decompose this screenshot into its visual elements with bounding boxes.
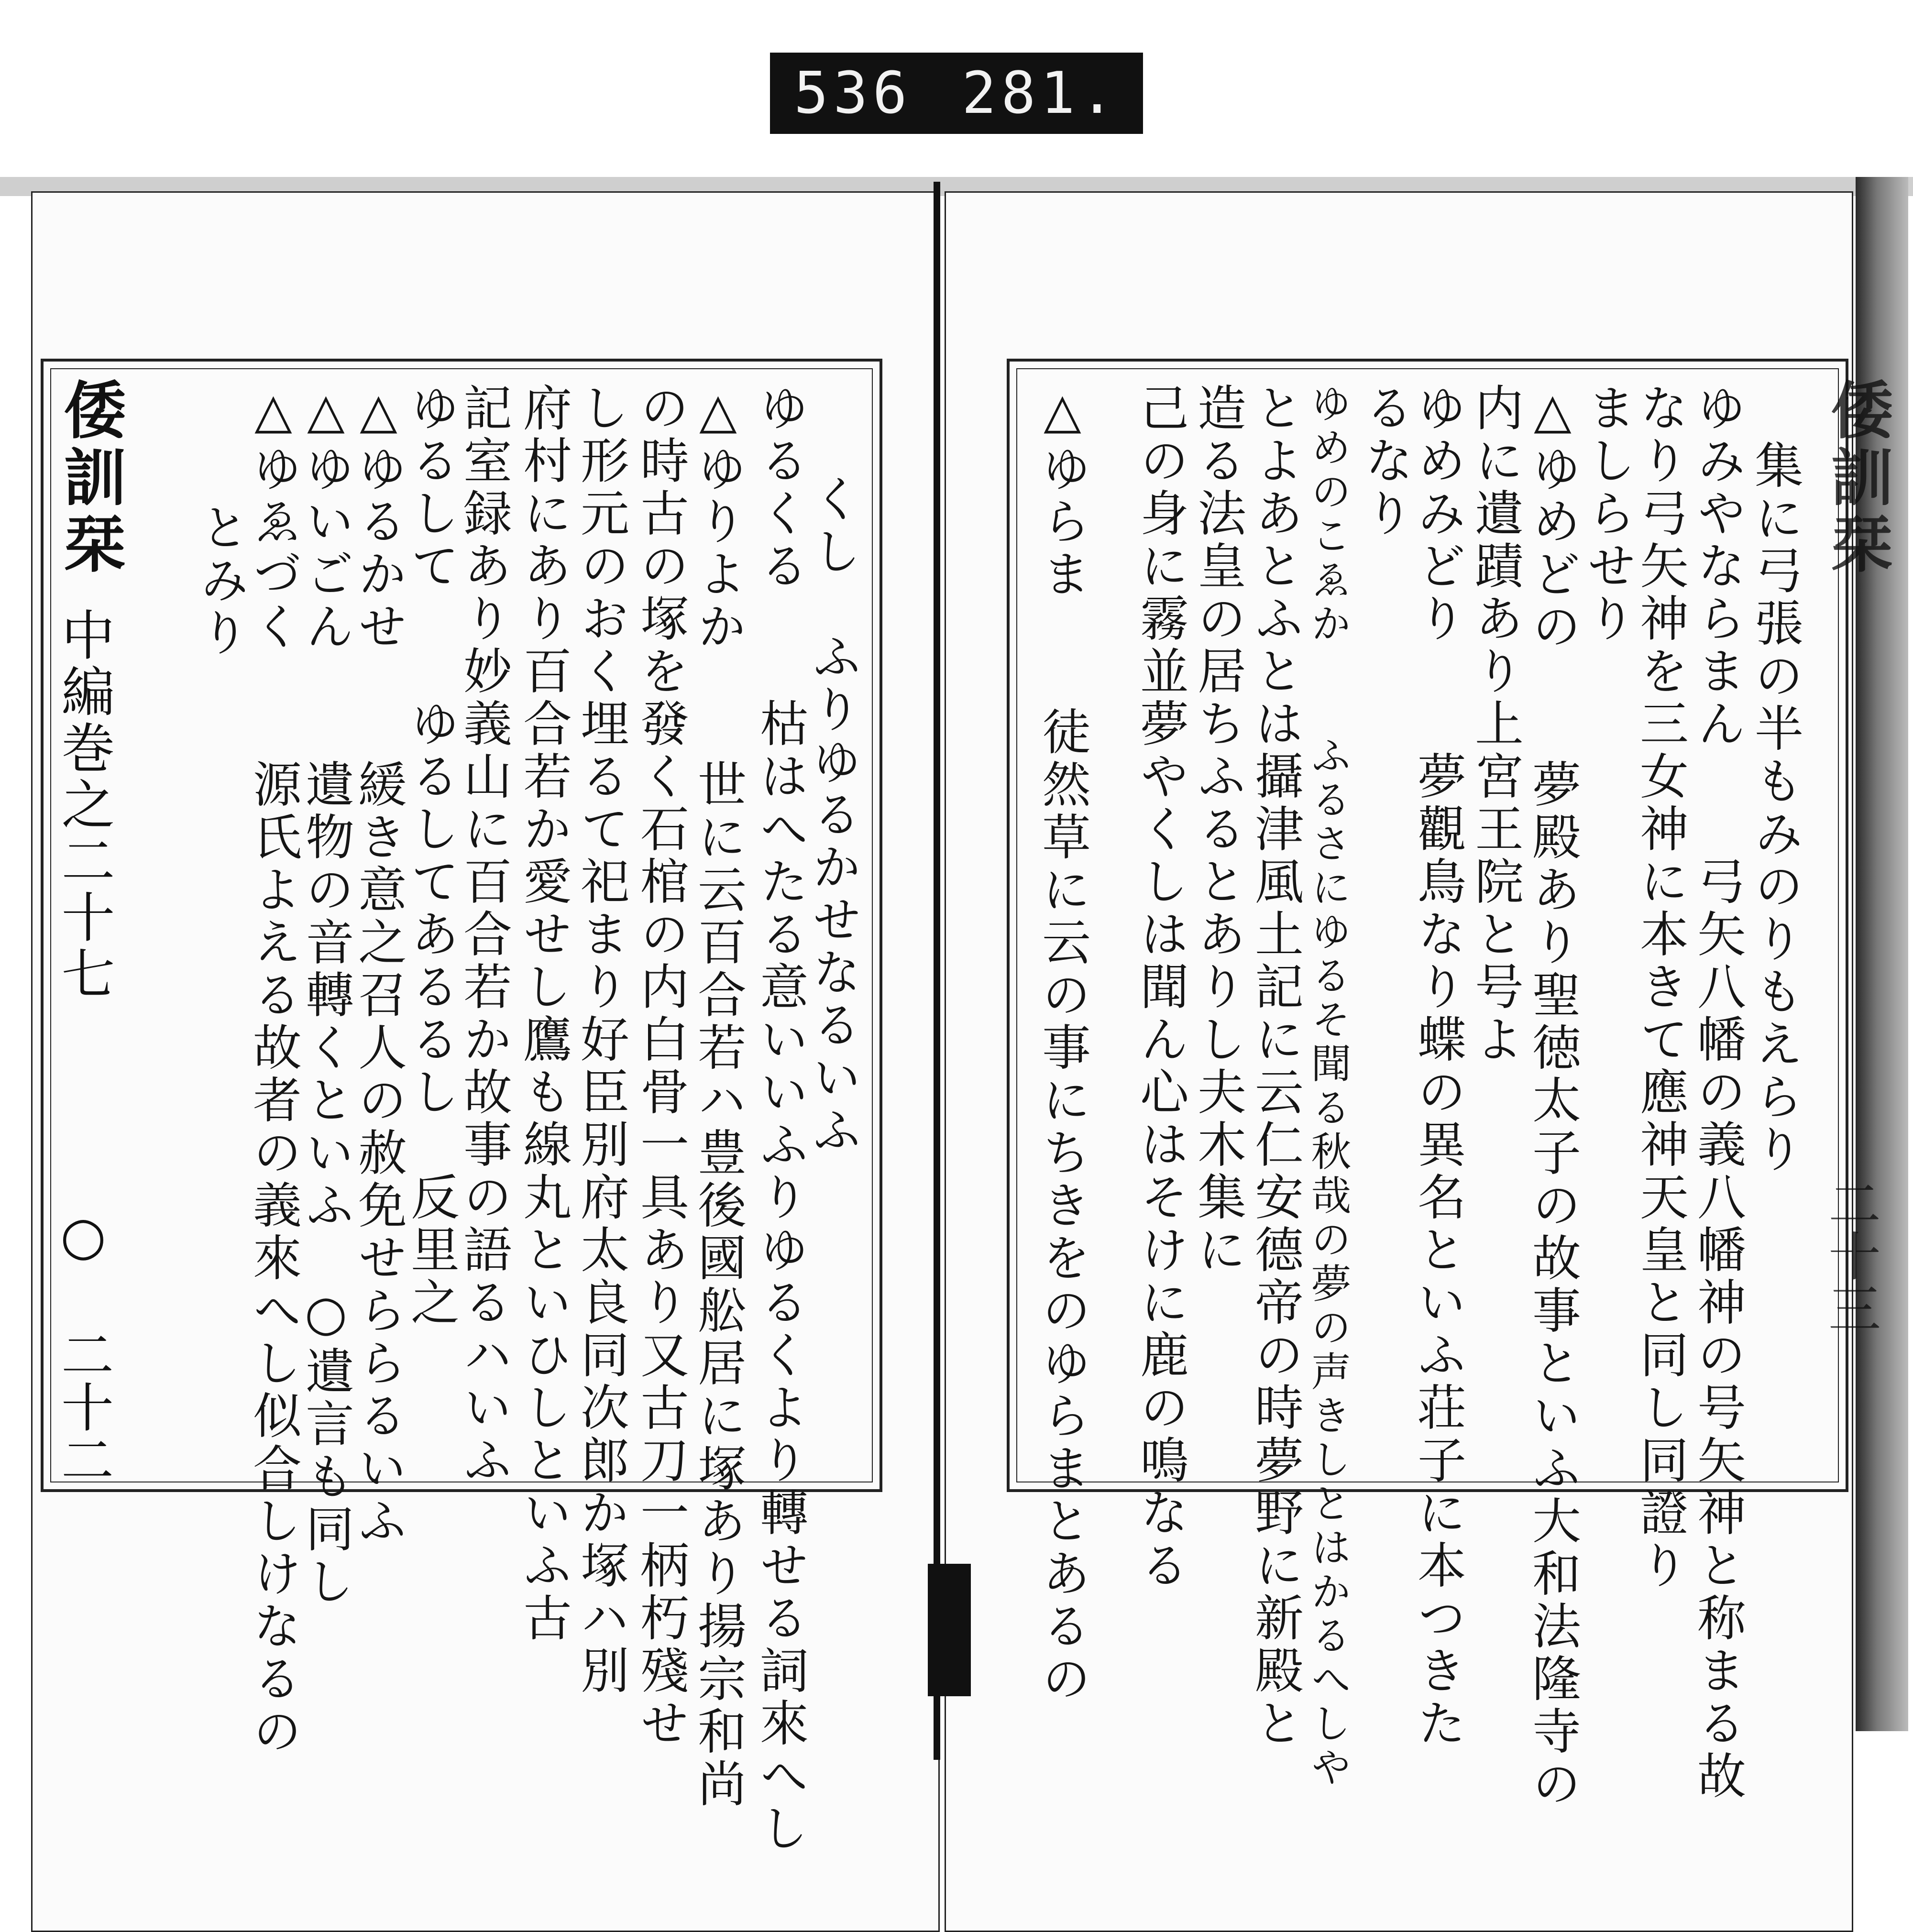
left-margin-title: 倭訓栞: [54, 378, 127, 579]
left-col-1: くし ふりゆるかせなるいふ: [804, 473, 861, 1157]
right-col-11: 造る法皇の居ちふるとありし夫木集に: [1189, 383, 1246, 1277]
left-col-11: △ゆゑづく 源氏よえる故者の義來へし似合しけなるの: [245, 383, 302, 1758]
right-col-13: △ゆらま 徒然草に云の事にちきをのゆらまとあるの: [1034, 383, 1091, 1706]
left-col-3: △ゆりよか 世に云百合若ハ豊後國舩居に塚あり揚宗和尚: [690, 383, 747, 1811]
right-col-3: なり弓矢神を三女神に本きて應神天皇と同し同證り: [1632, 383, 1689, 1592]
left-col-6: 府村にあり百合若か愛せし鷹も線丸といひしといふ古: [515, 383, 572, 1645]
right-col-6: 内に遺蹟あり上宮王院と号よ: [1467, 383, 1524, 1066]
left-margin-subtitle: 中編巻之二十七: [53, 607, 115, 1002]
left-col-12: とみり: [192, 502, 249, 660]
right-col-4: ましらせり: [1579, 383, 1636, 646]
left-col-2: ゆるくる 枯はへたる意いいふりゆるくより轉せる詞來へし: [752, 383, 809, 1855]
right-col-9: ゆめのこゑか ふるさにゆるそ聞る秋哉の夢の声きしとはかるへしや: [1305, 383, 1352, 1790]
left-col-4: の時古の塚を發く石棺の内白骨一具あり又古刀一柄朽殘せ: [632, 383, 689, 1750]
right-col-10: とよあとふとは攝津風土記に云仁安德帝の時夢野に新殿と: [1247, 383, 1304, 1750]
left-col-9: △ゆるかせ 緩き意之召人の赦免せららるいふ: [350, 383, 407, 1548]
archive-label-right: 281.: [962, 60, 1119, 127]
right-col-1: 集に弓張の半もみのりもえらり: [1747, 440, 1803, 1176]
right-margin-title: 倭訓栞: [1821, 378, 1894, 579]
archive-label-left: 536: [794, 60, 912, 127]
right-col-8: るなり: [1357, 383, 1414, 540]
right-col-12: 己の身に霧並夢やくしは聞ん心はそけに鹿の鳴なる: [1132, 383, 1189, 1592]
archive-label: [770, 53, 1143, 134]
left-folio: ○ 二十二: [53, 1205, 114, 1485]
binding-clip: [928, 1564, 971, 1696]
right-col-2: ゆみやならまん 弓矢八幡の義八幡神の号矢神と称まる故: [1689, 383, 1746, 1803]
right-col-7: ゆめみどり 夢觀鳥なり蝶の異名といふ荘子に本つきた: [1409, 383, 1466, 1750]
left-col-5: し形元のおく埋るて祀まり好臣別府太良同次郎か塚ハ別: [572, 383, 629, 1698]
left-col-8: ゆるして ゆるしてあるるし 反里之: [403, 383, 460, 1329]
left-col-7: 記室録あり妙義山に百合若か故事の語るハいふ: [455, 383, 512, 1487]
left-col-10: △ゆいごん 遺物の音轉くといふ ○遺言も同し: [297, 383, 354, 1609]
book-gutter: [934, 182, 940, 1760]
right-col-5: △ゆめどの 夢殿あり聖徳太子の故事といふ大和法隆寺の: [1524, 383, 1581, 1811]
right-folio: 二十三: [1820, 1176, 1881, 1334]
